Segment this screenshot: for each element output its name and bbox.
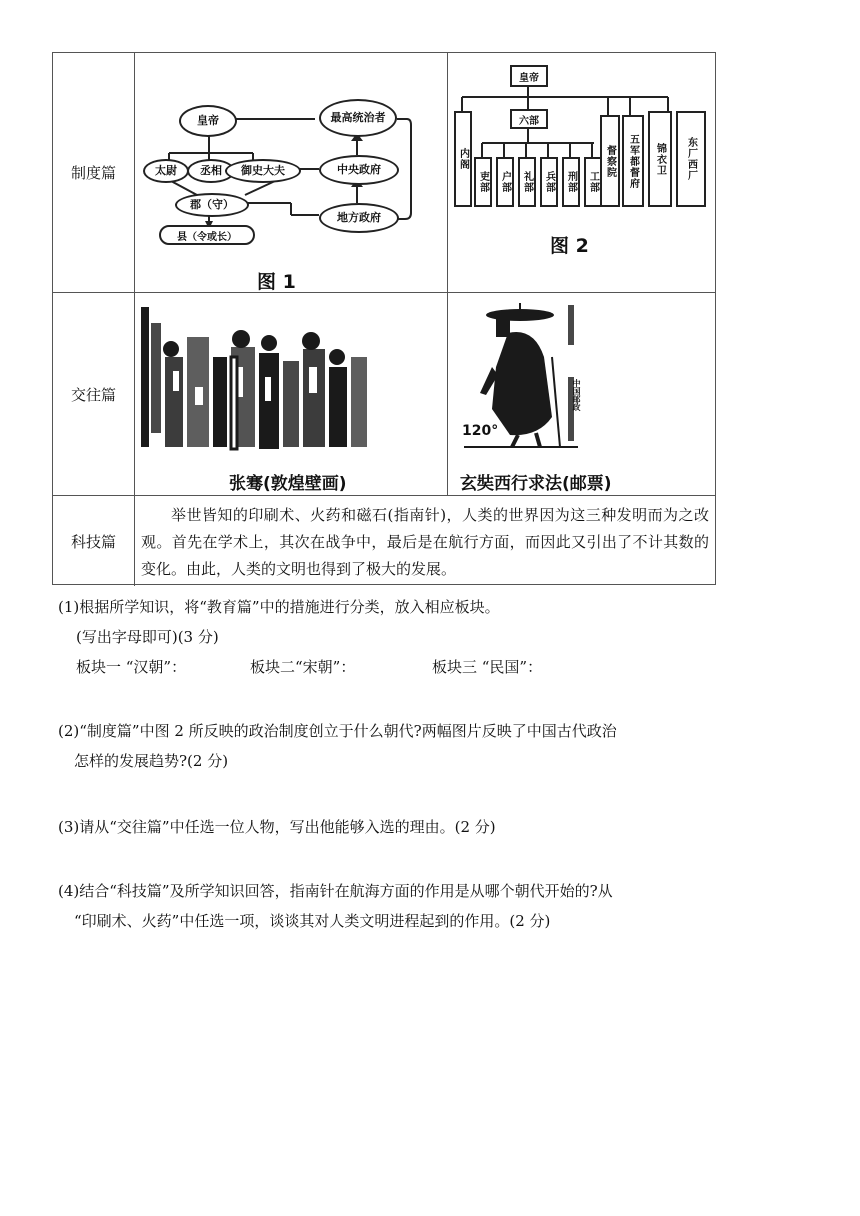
f1-jun-node: 郡（守）	[175, 193, 249, 217]
f2-jinyiwei-node: 锦衣卫	[648, 111, 672, 207]
f2-duchayuan-node: 督察院	[600, 115, 620, 207]
history-table	[52, 52, 716, 585]
figure-2-cell	[448, 53, 715, 292]
f2-liubu-node: 六部	[510, 109, 548, 129]
question-1-line-1: (1)根据所学知识，将“教育篇”中的措施进行分类，放入相应板块。	[58, 598, 500, 616]
f1-central-node: 中央政府	[319, 155, 399, 185]
zhangqian-cell	[135, 293, 448, 495]
zhangqian-mural-image	[135, 297, 448, 457]
question-3: (3)请从“交往篇”中任选一位人物，写出他能够入选的理由。(2 分)	[58, 818, 496, 836]
f1-xian-node: 县（令或长）	[159, 225, 255, 245]
f1-emperor-node: 皇帝	[179, 105, 237, 137]
row-label-technology: 科技篇	[53, 496, 135, 586]
question-1-block-3: 板块三 “民国”：	[432, 658, 543, 676]
figure-1-caption: 图 1	[257, 271, 296, 293]
technology-passage: 举世皆知的印刷术、火药和磁石(指南针)，人类的世界因为这三种发明而为之改观。首先在学术上，其次在战争中，最后是在航行方面，而因此又引出了不计其数的变化。由此，人类的文明也得到了极大的发展。	[141, 506, 709, 578]
figure-2-caption: 图 2	[550, 235, 589, 257]
row-exchange	[53, 293, 715, 496]
f1-yushi-node: 御史大夫	[225, 159, 301, 183]
xuanzang-cell	[448, 293, 715, 495]
zhangqian-caption: 张骞(敦煌壁画)	[229, 474, 347, 494]
question-2-line-1: (2)“制度篇”中图 2 所反映的政治制度创立于什么朝代?两幅图片反映了中国古代政治	[58, 722, 617, 740]
figure-1-cell	[135, 53, 448, 292]
question-4-line-1: (4)结合“科技篇”及所学知识回答，指南针在航海方面的作用是从哪个朝代开始的?从	[58, 882, 613, 900]
f2-dongxi-node: 东厂西厂	[676, 111, 706, 207]
question-1-line-2: (写出字母即可)(3 分)	[76, 628, 219, 646]
question-1-block-2: 板块二“宋朝”：	[250, 658, 356, 676]
f1-local-node: 地方政府	[319, 203, 399, 233]
f2-libu1-node: 吏部	[474, 157, 492, 207]
f2-hubu-node: 户部	[496, 157, 514, 207]
f2-neige-node: 内阁	[454, 111, 472, 207]
f2-wujun-node: 五军都督府	[622, 115, 644, 207]
row-label-system: 制度篇	[53, 53, 135, 292]
f1-supreme-node: 最高统治者	[319, 99, 397, 137]
row-technology	[53, 496, 715, 586]
f1-chengxiang-node: 丞相	[187, 159, 235, 183]
f1-taiwei-node: 太尉	[143, 159, 189, 183]
row-system	[53, 53, 715, 293]
f2-emperor-node: 皇帝	[510, 65, 548, 87]
row-label-exchange: 交往篇	[53, 293, 135, 495]
f2-xingbu-node: 刑部	[562, 157, 580, 207]
xuanzang-caption: 玄奘西行求法(邮票)	[460, 474, 612, 494]
f2-gongbu-node: 工部	[584, 157, 602, 207]
question-1-block-1: 板块一 “汉朝”：	[76, 658, 187, 676]
stamp-face-value: 120°	[462, 423, 499, 439]
stamp-country-text: 中国邮政	[572, 379, 582, 411]
f2-bingbu-node: 兵部	[540, 157, 558, 207]
question-4-line-2: “印刷术、火药”中任选一项，谈谈其对人类文明进程起到的作用。(2 分)	[74, 912, 551, 930]
f2-libu2-node: 礼部	[518, 157, 536, 207]
question-2-line-2: 怎样的发展趋势?(2 分)	[74, 752, 229, 770]
